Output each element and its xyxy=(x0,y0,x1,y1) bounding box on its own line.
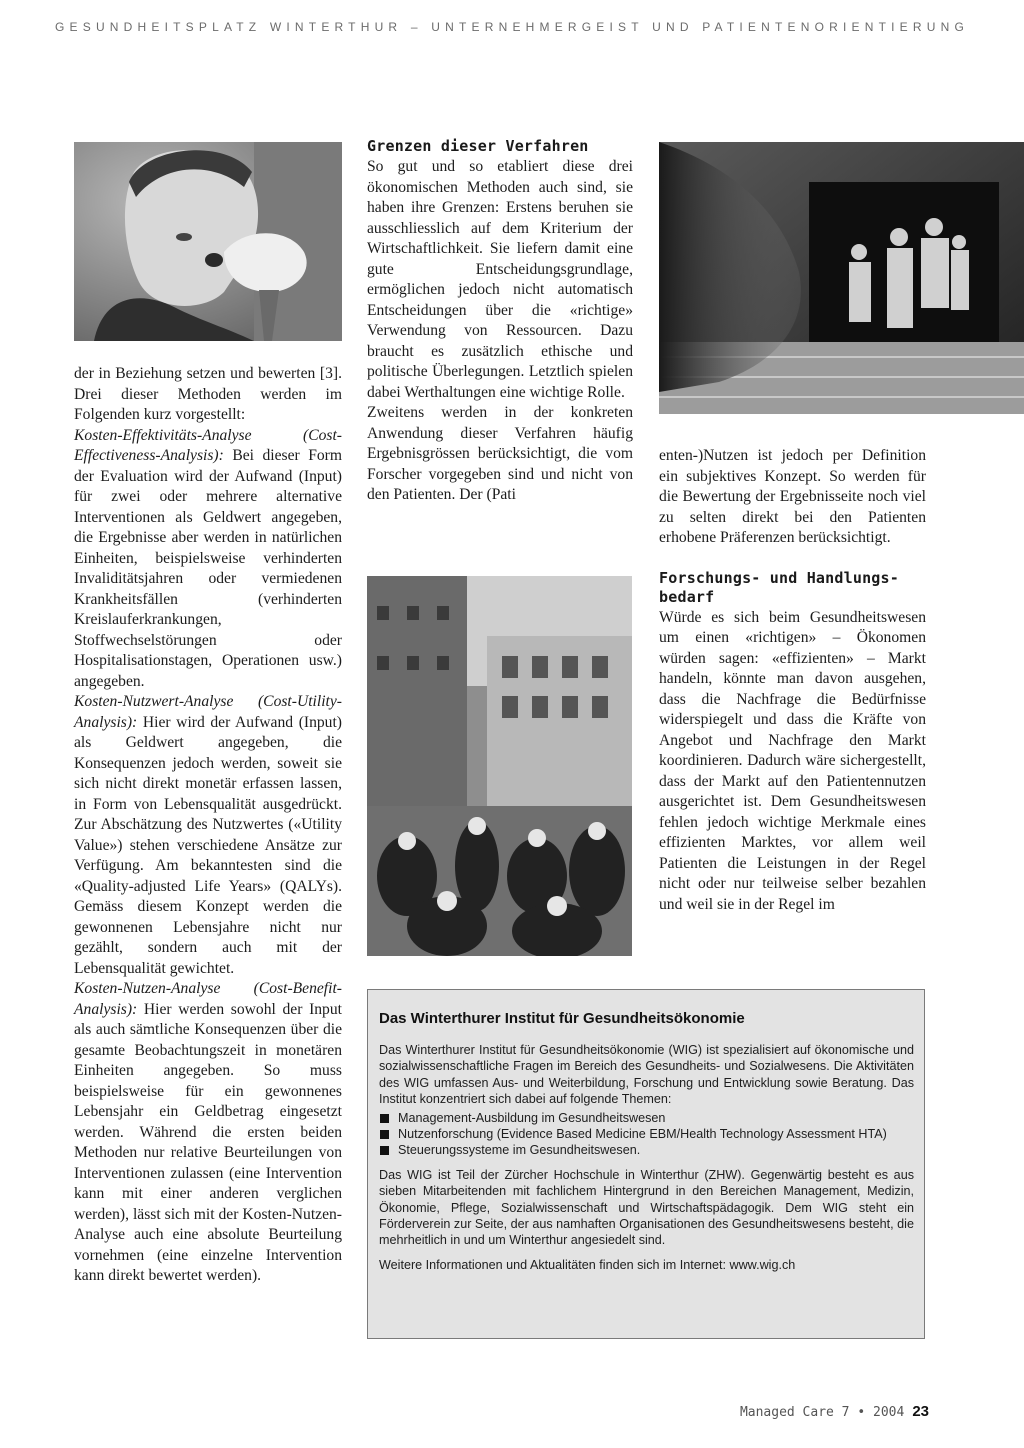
info-box-topic-list xyxy=(379,1110,914,1159)
list-item: Management-Ausbildung im Gesundheitswesen xyxy=(379,1110,914,1126)
cost-utility-text: Hier wird der Aufwand (Input) als Geldwert angegeben, die Konsequenzen jedoch werden, soweit sie sich nicht direkt monetär erfassen lassen, in Form von Lebensqualität ausgedrückt. Zur Abschätzung des Nutzwertes («Utility Value») stehen verschiedene Ansätze zur Verfügung. Am bekanntesten sind die «Quality-adjusted Life Years» (QALYs). Gemäss diesem Konzept werden die gewonnenen Lebensjahre nicht nur gezählt, sondern auch mit der Lebensqualität gewichtet. xyxy=(74,713,342,977)
square-bullet-icon xyxy=(380,1130,389,1139)
photo-child-ice-cream xyxy=(74,142,342,341)
list-item: Nutzenforschung (Evidence Based Medicine EBM/Health Technology Assessment HTA) xyxy=(379,1126,914,1142)
running-header: GESUNDHEITSPLATZ WINTERTHUR – UNTERNEHMERGEIST UND PATIENTENORIENTIERUNG xyxy=(55,20,969,34)
term-cost-effectiveness: Kosten-Effektivitäts-Analyse (Cost-Effectiveness-Analysis): xyxy=(74,426,342,464)
utility-paragraph: enten-)Nutzen ist jedoch per Definition ein subjektives Konzept. So werden für die Bewertung der Ergebnisseite noch viel zu selten direkt bei den Patienten erhobene Präferenzen berücksichtigt. xyxy=(659,447,926,546)
info-box-intro: Das Winterthurer Institut für Gesundheitsökonomie (WIG) ist spezialisiert auf ökonomische und sozialwissenschaftliche Fragen im Bereich des Gesundheits- und Sozialwesens. Die Aktivitäten des WIG umfassen Aus- und Weiterbildung, Forschung und Entwicklung sowie Beratung. Das Institut konzentriert sich dabei auf folgende Themen: xyxy=(379,1043,914,1107)
journal-issue: Managed Care 7 • 2004 xyxy=(739,1405,905,1420)
photo-people-on-stairs xyxy=(659,142,1024,414)
column-left-text xyxy=(74,364,342,1287)
term-cost-benefit: Kosten-Nutzen-Analyse (Cost-Benefit-Analysis): xyxy=(74,980,342,1018)
page-footer xyxy=(740,1403,929,1420)
list-item: Steuerungssysteme im Gesundheitswesen. xyxy=(379,1142,914,1158)
info-box-title: Das Winterthurer Institut für Gesundheitsökonomie xyxy=(379,1010,745,1027)
column-middle xyxy=(367,137,633,506)
info-box-wig xyxy=(367,989,925,1339)
square-bullet-icon xyxy=(380,1146,389,1155)
section-heading-research-need: Forschungs- und Handlungsbedarf xyxy=(659,568,899,606)
photo-street-scene xyxy=(367,576,632,956)
square-bullet-icon xyxy=(380,1114,389,1123)
page-number: 23 xyxy=(912,1403,929,1420)
intro-text: der in Beziehung setzen und bewerten [3]. Drei dieser Methoden werden im Folgenden kurz vorgestellt: xyxy=(74,365,342,423)
cost-benefit-text: Hier werden sowohl der Input als auch sämtliche Konsequenzen über die gesamte Beobachtungszeit in monetären Einheiten angegeben. So muss beispielsweise für ein gewonnenes Lebensjahr ein Geldbetrag eingesetzt werden. Während die ersten beiden Methoden nur relative Beurteilungen von Interventionen zulassen (eine Intervention kann mit einer anderen verglichen werden), lässt sich mit der Kosten-Nutzen-Analyse auch eine absolute Beurteilung vornehmen (eine einzelne Intervention kann direkt bewertet werden). xyxy=(74,1000,342,1284)
cost-effectiveness-text: Bei dieser Form der Evaluation wird der Aufwand (Input) für zwei oder mehrere alternative Interventionen als Geldwert angegeben, die Ergebnisse aber werden in natürlichen Einheiten, beispielsweise verhinderten Invaliditätsjahren oder vermiedenen Krankheitsfällen (verhinderten Kreislauferkrankungen, Stoffwechselstörungen oder Hospitalisationstagen, Operationen usw.) angegeben. xyxy=(74,447,342,690)
column-right xyxy=(659,446,926,915)
section-heading-limits: Grenzen dieser Verfahren xyxy=(367,137,589,155)
limits-paragraph-1: So gut und so etabliert diese drei ökonomischen Methoden auch sind, sie haben ihre Grenzen: Erstens beruhen sie ausschliesslich auf dem Kriterium der Wirtschaftlichkeit. Sie liefern damit eine gute Entscheidungsgrundlage, ermöglichen jedoch nicht automatisch Entscheidungen über die «richtige» Verwendung von Ressourcen. Dazu braucht es zusätzlich ethische und politische Überlegungen. Letztlich spielen dabei Werthaltungen eine wichtige Rolle. xyxy=(367,158,633,401)
info-box-website-note: Weitere Informationen und Aktualitäten finden sich im Internet: www.wig.ch xyxy=(379,1257,796,1272)
term-cost-utility: Kosten-Nutzwert-Analyse (Cost-Utility-Analysis): xyxy=(74,693,342,731)
research-need-paragraph: Würde es sich beim Gesundheitswesen um einen «richtigen» – Ökonomen würden sagen: «effizienten» – Markt handeln, könnte man davon ausgehen, dass die Nachfrage die Bedürfnisse widerspiegelt und dass die Kräfte von Angebot und Nachfrage den Markt koordinieren. Dadurch wäre sichergestellt, dass der Markt auf den Patientennutzen ausgerichtet ist. Dem Gesundheitswesen fehlen jedoch wichtige Merkmale eines effizienten Marktes, vor allem weil Patienten die Leistungen in der Regel nicht oder nur teilweise selber bezahlen und weil sie in der Regel im xyxy=(659,608,926,913)
info-box-organization: Das WIG ist Teil der Zürcher Hochschule in Winterthur (ZHW). Gegenwärtig besteht es aus sieben Mitarbeitenden mit fachlichem Hintergrund in den Bereichen Management, Medizin, Ökonomie, Pflege, Sozialwissenschaft und Wirtschaftspädagogik. Dem WIG steht ein Förderverein zur Seite, der aus namhaften Organisationen des Gesundheitswesens besteht, die mehrheitlich in und um Winterthur angesiedelt sind. xyxy=(379,1167,914,1248)
limits-paragraph-2: Zweitens werden in der konkreten Anwendung dieser Verfahren häufig Ergebnisgrössen berücksichtigt, die vom Forscher vorgegeben sind und nicht von den Patienten. Der (Pati xyxy=(367,404,633,503)
column-left xyxy=(74,364,342,1287)
